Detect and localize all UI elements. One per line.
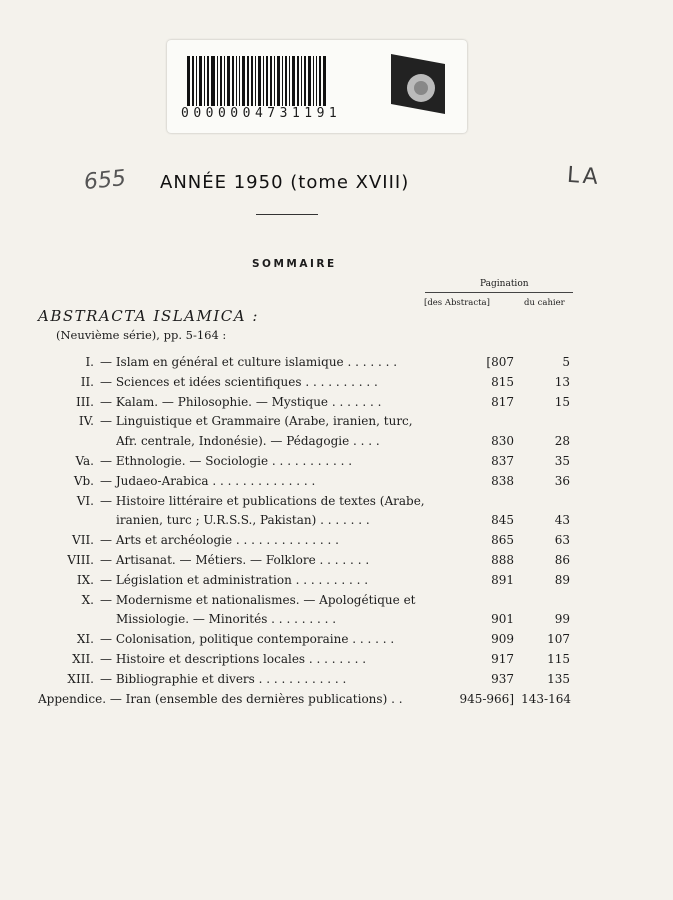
toc-page-cahier: 15 bbox=[554, 394, 570, 409]
toc-entry-number: Va. bbox=[75, 454, 94, 468]
toc-entry-number: VI. bbox=[76, 493, 94, 508]
toc-entry-number: Vb. bbox=[73, 473, 94, 488]
section-title: ABSTRACTA ISLAMICA : bbox=[38, 307, 259, 325]
toc-entry-text: — Sciences et idées scientifiques . . . . . . . . . . bbox=[100, 374, 378, 389]
toc-page-abstracta: [807 bbox=[486, 355, 514, 369]
toc-entry-text: — Islam en général et culture islamique . . . . . . . bbox=[100, 355, 398, 369]
toc-entry-number: X. bbox=[81, 592, 94, 607]
toc-page-abstracta: 888 bbox=[491, 553, 514, 567]
toc-page-abstracta: 901 bbox=[491, 612, 514, 627]
toc-entry-text-continued: Afr. centrale, Indonésie). — Pédagogie . . . . bbox=[116, 434, 380, 449]
toc-page-abstracta: 817 bbox=[491, 394, 514, 409]
toc-page-cahier: 5 bbox=[562, 355, 570, 369]
barcode-number: 0000004731191 bbox=[181, 106, 342, 121]
toc-entry-text: — Ethnologie. — Sociologie . . . . . . . . . . . bbox=[100, 454, 353, 468]
toc-page-cahier: 86 bbox=[554, 553, 570, 567]
toc-entry-text: — Judaeo-Arabica . . . . . . . . . . . . . . bbox=[100, 473, 316, 488]
toc-page-cahier: 115 bbox=[547, 652, 570, 666]
toc-page-abstracta: 837 bbox=[491, 454, 514, 468]
toc-entry-text-continued: iranien, turc ; U.R.S.S., Pakistan) . . . . . . . bbox=[116, 513, 370, 528]
toc-page-abstracta: 830 bbox=[491, 434, 514, 449]
toc-entry-number: IX. bbox=[76, 572, 94, 587]
toc-page-abstracta: 815 bbox=[491, 374, 514, 389]
toc-page-abstracta: 917 bbox=[491, 652, 514, 666]
toc-entry-number: XII. bbox=[72, 652, 94, 666]
toc-entry-text: — Colonisation, politique contemporaine . . . . . . bbox=[100, 632, 395, 647]
library-stamp-icon bbox=[391, 54, 445, 114]
section-subtitle: (Neuvième série), pp. 5-164 : bbox=[56, 328, 227, 342]
toc-entry-text: — Histoire et descriptions locales . . . . . . . . bbox=[100, 652, 367, 666]
toc-page-cahier: 135 bbox=[547, 671, 570, 686]
toc-page-cahier: 107 bbox=[547, 632, 570, 647]
toc-entry-number: XI. bbox=[76, 632, 94, 647]
toc-entry-number: II. bbox=[80, 374, 94, 389]
toc-page-abstracta: 865 bbox=[491, 533, 514, 548]
handwritten-note-right: LA bbox=[566, 162, 602, 191]
sommaire-heading: SOMMAIRE bbox=[252, 258, 337, 270]
toc-entry-text: — Histoire littéraire et publications de textes (Arabe, bbox=[100, 493, 425, 508]
toc-page-abstracta: 937 bbox=[491, 671, 514, 686]
toc-page-cahier: 63 bbox=[554, 533, 570, 548]
appendix-page-abstracta: 945-966] bbox=[459, 691, 514, 706]
toc-page-cahier: 89 bbox=[554, 572, 570, 587]
toc-page-cahier: 35 bbox=[554, 454, 570, 468]
toc-entry-text: — Artisanat. — Métiers. — Folklore . . . . . . . bbox=[100, 553, 370, 567]
toc-entry-number: III. bbox=[75, 394, 94, 409]
toc-page-cahier: 43 bbox=[554, 513, 570, 528]
toc-page-cahier: 99 bbox=[554, 612, 570, 627]
toc-entry-text: — Arts et archéologie . . . . . . . . . . . . . . bbox=[100, 533, 339, 548]
toc-entry-text-continued: Missiologie. — Minorités . . . . . . . . . bbox=[116, 612, 337, 627]
page-title: ANNÉE 1950 (tome XVIII) bbox=[160, 172, 410, 193]
pagination-label: Pagination bbox=[480, 279, 529, 289]
toc-page-cahier: 13 bbox=[554, 374, 570, 389]
toc-page-cahier: 28 bbox=[554, 434, 570, 449]
toc-page-abstracta: 845 bbox=[491, 513, 514, 528]
toc-entry-number: VIII. bbox=[67, 553, 94, 567]
pagination-col-cahier: du cahier bbox=[524, 298, 565, 308]
barcode-bars bbox=[187, 56, 372, 112]
toc-page-abstracta: 909 bbox=[491, 632, 514, 647]
appendix-page-cahier: 143-164 bbox=[521, 691, 571, 706]
toc-entry-text: — Linguistique et Grammaire (Arabe, iranien, turc, bbox=[100, 414, 413, 429]
toc-entry-text: — Kalam. — Philosophie. — Mystique . . . . . . . bbox=[100, 394, 382, 409]
toc-entry-number: XIII. bbox=[67, 671, 94, 686]
toc-page-abstracta: 838 bbox=[491, 473, 514, 488]
toc-entry-text: — Législation et administration . . . . . . . . . . bbox=[100, 572, 369, 587]
appendix-text: Appendice. — Iran (ensemble des dernières publications) . . bbox=[38, 691, 403, 706]
handwritten-note-left: 655 bbox=[82, 165, 128, 196]
title-divider bbox=[256, 214, 318, 215]
pagination-col-abstracta: [des Abstracta] bbox=[424, 298, 490, 308]
barcode-label bbox=[167, 40, 467, 133]
toc-entry-number: IV. bbox=[78, 414, 94, 429]
toc-entry-number: I. bbox=[85, 355, 94, 369]
toc-entry-text: — Modernisme et nationalismes. — Apologétique et bbox=[100, 592, 416, 607]
toc-page-abstracta: 891 bbox=[491, 572, 514, 587]
toc-entry-number: VII. bbox=[72, 533, 94, 548]
toc-entry-text: — Bibliographie et divers . . . . . . . . . . . . bbox=[100, 671, 347, 686]
pagination-divider bbox=[425, 292, 573, 293]
toc-page-cahier: 36 bbox=[554, 473, 570, 488]
